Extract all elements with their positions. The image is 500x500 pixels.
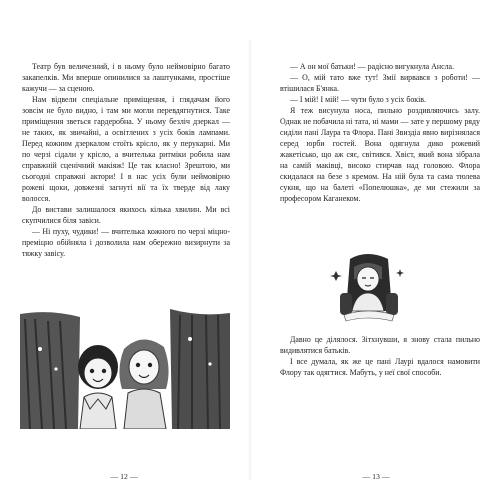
paragraph: Театр був величезний, і в ньому було неймовірно багато закапелків. Ми вперше опинилися за лаштунками, простіше кажучи — за сценою. (22, 62, 230, 93)
paragraph: — І мій! І мій! — чути було з усіх боків. (290, 95, 427, 104)
paragraph: — Ні пуху, чудики! — вчителька кожного по черзі міцно-преміцно обійняла і дозволила нам обережно визирнути за тяжку завісу. (22, 227, 230, 258)
paragraph: Я теж висунула носа, пильно роздивляючись залу. Однак не побачила ні тата, ні мами — зате у першому ряду сиділи пані Лаура та Флора. Пані Звиздіа явно вирізнялася серед юрби гостей. Вона одягнула дико рожевий жакетісько, що аж сяє, світився. Хвіст, який вона зібрала на самій маківці, високо стирчав над головою. Флора скидалася на безе з кремом. На ній була та сама тюлева сукня, що на балеті «Попелюшка», де ми стежили за професором Каганеком. (280, 106, 480, 203)
paragraph: До вистави залишалося якихось кілька хвилин. Ми всі скупчилися біля завіси. (22, 205, 230, 225)
page-number: — 12 — (110, 472, 138, 481)
left-page (10, 61, 238, 481)
paragraph: Нам відвели спеціальне приміщення, і глядачам його зовсім не було видно, і там ми могли перевдягнутися. Таке приміщення зветься гардеробна. У ньому безліч дзеркал — не таких, як звичайні, а освітлених з усіх боків лампами. Перед кожним дзеркалом стоїть крісло, як у перукарні. Ми по черзі сідали у крісло, а вчителька ритміки робила нам справжній сценічний макіяж! Це так класно! Зрештою, ми сьогодні справжні актори! І в нас усіх були неймовірно рожеві щоки, довжезні загнуті вії та їх тверде від лаку волосся. (22, 95, 230, 203)
illustration-girl-in-chair (322, 249, 412, 329)
girl-left-illustration (78, 345, 118, 429)
paragraph: Давно це ділялося. Зітхнувши, я знову стала пильно видивлятися батьків. (280, 335, 480, 355)
right-page-text-bottom (280, 334, 480, 378)
paragraph: — А он мої батьки! — радісно вигукнула Ансла. (290, 62, 454, 71)
book-gutter (248, 40, 252, 480)
right-page (262, 61, 490, 481)
paragraph: І все думала, як же це пані Лаурі вдалося намовити Флору так одягтися. Мабуть, у неї свої способи. (280, 357, 480, 377)
girl-right-illustration (119, 339, 168, 429)
left-page-text (22, 61, 230, 259)
right-page-text-top (280, 61, 480, 204)
paragraph: — О, мій тато вже тут! Змії вирвався з роботи! — втішилася Б'янка. (280, 73, 480, 93)
illustration-girls-behind-curtain (20, 309, 230, 429)
page-number: — 13 — (362, 472, 390, 481)
